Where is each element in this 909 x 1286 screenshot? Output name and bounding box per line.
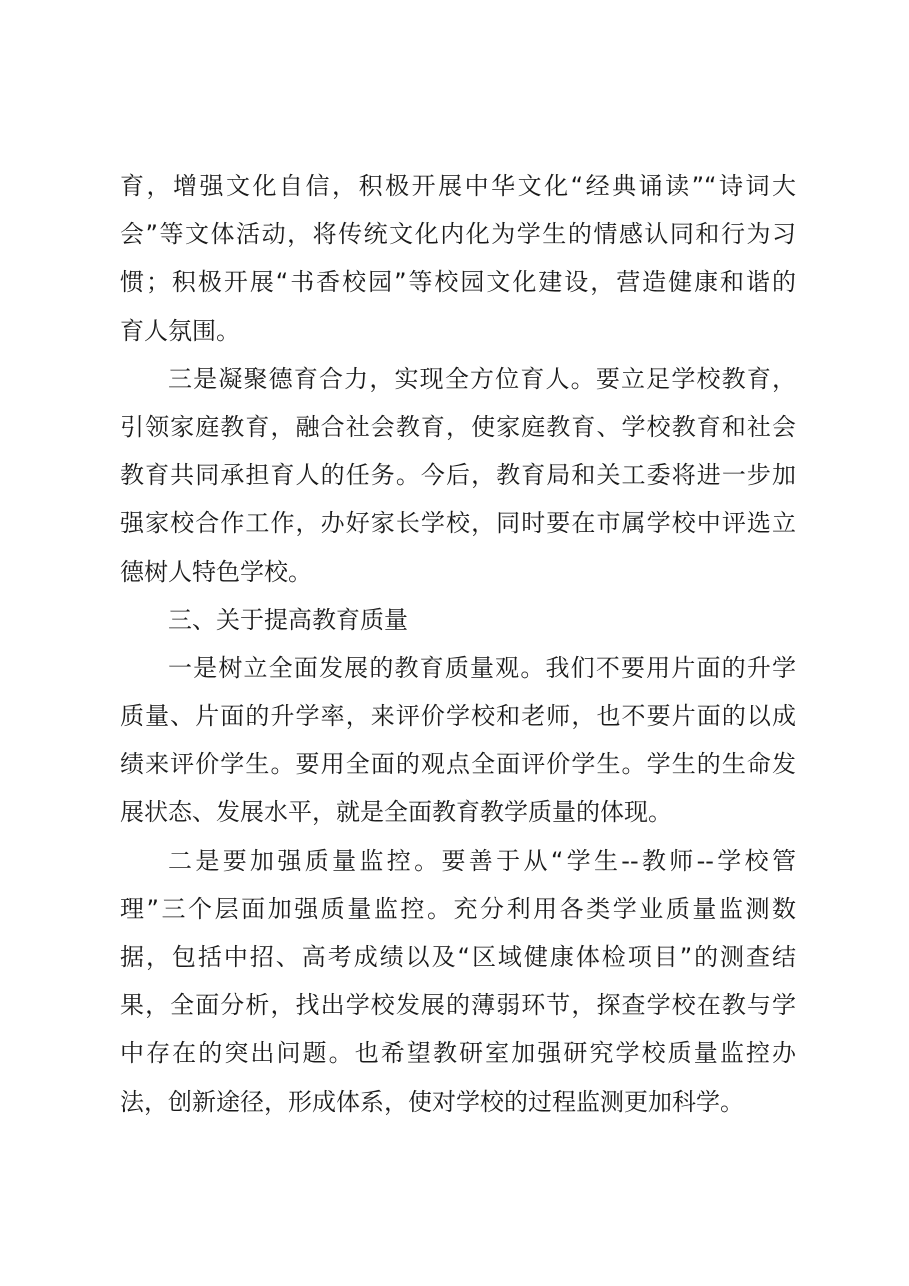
text-line: 中存在的突出问题。也希望教研室加强研究学校质量监控办	[120, 1039, 796, 1068]
text-line: 果，全面分析，找出学校发展的薄弱环节，探查学校在教与学	[120, 991, 796, 1020]
text-line: 据，包括中招、高考成绩以及“区域健康体检项目”的测查结	[120, 943, 796, 971]
paragraph-start-line: 三是凝聚德育合力，实现全方位育人。要立足学校教育，	[168, 364, 796, 393]
text-line: 教育共同承担育人的任务。今后，教育局和关工委将进一步加	[120, 461, 796, 490]
text-line: 展状态、发展水平，就是全面教育教学质量的体现。	[120, 798, 672, 827]
text-line: 绩来评价学生。要用全面的观点全面评价学生。学生的生命发	[120, 750, 796, 779]
text-line: 强家校合作工作，办好家长学校，同时要在市属学校中评选立	[120, 509, 796, 538]
text-line: 德树人特色学校。	[120, 557, 312, 586]
text-line: 惯；积极开展“书香校园”等校园文化建设，营造健康和谐的	[120, 268, 796, 297]
text-line: 理”三个层面加强质量监控。充分利用各类学业质量监测数	[120, 894, 796, 923]
document-body	[120, 162, 796, 1126]
section-heading: 三、关于提高教育质量	[168, 605, 408, 634]
paragraph-start-line: 二是要加强质量监控。要善于从“学生--教师--学校管	[168, 846, 796, 875]
text-line: 质量、片面的升学率，来评价学校和老师，也不要片面的以成	[120, 702, 796, 731]
text-line: 育人氛围。	[120, 316, 240, 345]
text-line: 引领家庭教育，融合社会教育，使家庭教育、学校教育和社会	[120, 412, 796, 441]
paragraph-start-line: 一是树立全面发展的教育质量观。我们不要用片面的升学	[168, 653, 796, 682]
text-line: 育，增强文化自信，积极开展中华文化“经典诵读”“诗词大	[120, 172, 796, 200]
text-line: 法，创新途径，形成体系，使对学校的过程监测更加科学。	[120, 1087, 744, 1116]
text-line: 会”等文体活动，将传统文化内化为学生的情感认同和行为习	[120, 220, 796, 249]
